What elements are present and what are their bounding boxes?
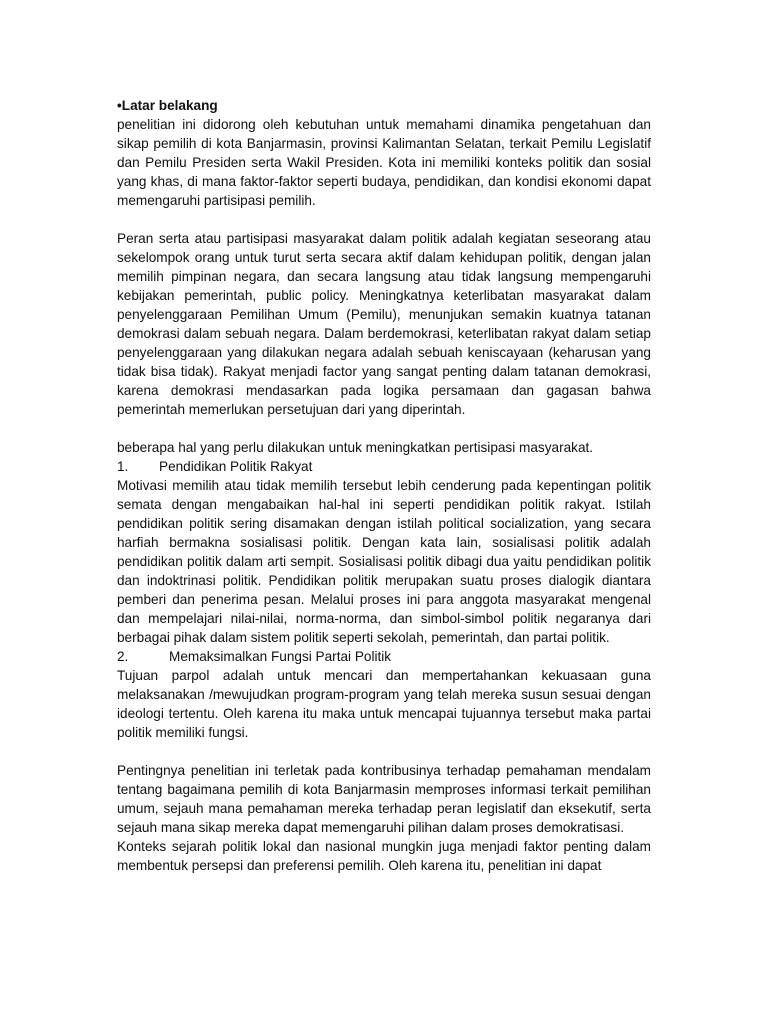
paragraph-participation: Peran serta atau partisipasi masyarakat dalam politik adalah kegiatan seseorang atau sekelompok orang untuk turut serta secara aktif dalam kehidupan politik, dengan jalan memilih pimpinan negara, dan secara langsung atau tidak langsung mempengaruhi kebijakan pemerintah, public policy. Meningkatnya keterlibatan masyarakat dalam penyelenggaraan Pemilihan Umum (Pemilu), menunjukan semakin kuatnya tatanan demokrasi dalam sebuah negara. Dalam berdemokrasi, keterlibatan rakyat dalam setiap penyelenggaraan yang dilakukan negara adalah sebuah keniscayaan (keharusan yang tidak bisa tidak). Rakyat menjadi factor yang sangat penting dalam tatanan demokrasi, karena demokrasi mendasarkan pada logika persamaan dan gagasan bahwa pemerintah memerlukan persetujuan dari yang diperintah. <box>117 231 651 417</box>
paragraph-importance: Pentingnya penelitian ini terletak pada kontribusinya terhadap pemahaman mendalam tentang bagaimana pemilih di kota Banjarmasin memproses informasi terkait pemilihan umum, sejauh mana pemahaman mereka terhadap peran legislatif dan eksekutif, serta sejauh mana sikap mereka dapat memengaruhi pilihan dalam proses demokratisasi. <box>117 763 651 835</box>
paragraph-gap <box>117 210 651 229</box>
list-title: Pendidikan Politik Rakyat <box>159 459 313 474</box>
list-title: Memaksimalkan Fungsi Partai Politik <box>169 649 392 664</box>
paragraph-gap <box>117 419 651 438</box>
paragraph-intro: penelitian ini didorong oleh kebutuhan untuk memahami dinamika pengetahuan dan sikap pemilih di kota Banjarmasin, provinsi Kalimantan Selatan, terkait Pemilu Legislatif dan Pemilu Presiden serta Wakil Presiden. Kota ini memiliki konteks politik dan sosial yang khas, di mana faktor-faktor seperti budaya, pendidikan, dan kondisi ekonomi dapat memengaruhi partisipasi pemilih. <box>117 117 651 208</box>
paragraph-list-intro: beberapa hal yang perlu dilakukan untuk meningkatkan pertisipasi masyarakat. <box>117 440 594 455</box>
paragraph-party-function: Tujuan parpol adalah untuk mencari dan mempertahankan kekuasaan guna melaksanakan /mewujudkan program-program yang telah mereka susun sesuai dengan ideologi tertentu. Oleh karena itu maka untuk mencapai tujuannya tersebut maka partai politik memiliki fungsi. <box>117 668 651 740</box>
section-heading: •Latar belakang <box>117 98 218 113</box>
paragraph-gap <box>117 742 651 761</box>
list-number: 2. <box>117 649 129 664</box>
list-item-2 <box>117 647 651 666</box>
document-page <box>117 96 651 875</box>
paragraph-context: Konteks sejarah politik lokal dan nasional mungkin juga menjadi faktor penting dalam membentuk persepsi dan preferensi pemilih. Oleh karena itu, penelitian ini dapat <box>117 839 651 873</box>
list-number: 1. <box>117 459 129 474</box>
paragraph-political-education: Motivasi memilih atau tidak memilih tersebut lebih cenderung pada kepentingan politik semata dengan mengabaikan hal-hal ini seperti pendidikan politik rakyat. Istilah pendidikan politik sering disamakan dengan istilah political socialization, yang secara harfiah bermakna sosialisasi politik. Dengan kata lain, sosialisasi politik adalah pendidikan politik dalam arti sempit. Sosialisasi politik dibagi dua yaitu pendidikan politik dan indoktrinasi politik. Pendidikan politik merupakan suatu proses dialogik diantara pemberi dan penerima pesan. Melalui proses ini para anggota masyarakat mengenal dan mempelajari nilai-nilai, norma-norma, dan simbol-simbol politik negaranya dari berbagai pihak dalam sistem politik seperti sekolah, pemerintah, dan partai politik. <box>117 478 651 645</box>
list-item-1 <box>117 457 651 476</box>
